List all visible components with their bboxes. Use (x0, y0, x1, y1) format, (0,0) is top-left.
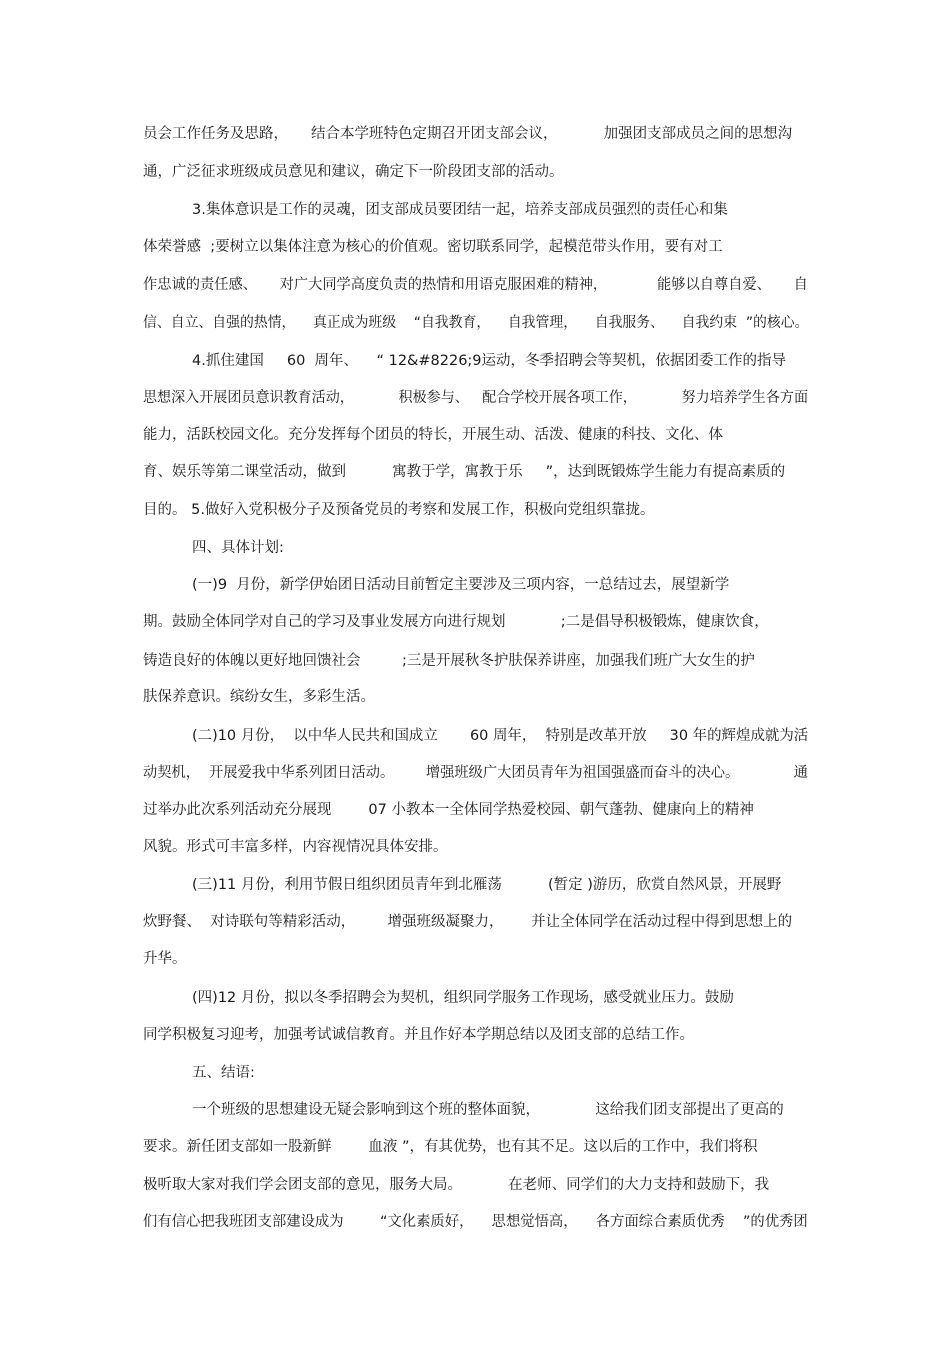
text-line: 升华。 (143, 951, 187, 967)
text-line: 体荣誉感 ;要树立以集体注意为核心的价值观。密切联系同学，起模范带头作用，要有对工 (143, 239, 723, 255)
paragraph-start-line: 3.集体意识是工作的灵魂，团支部成员要团结一起，培养支部成员强烈的责任心和集 (192, 202, 728, 218)
text-line: 目的。 5.做好入党积极分子及预备党员的考察和发展工作，积极向党组织靠拢。 (143, 502, 655, 518)
text-line: 过举办此次系列活动充分展现 07 小教本一全体同学热爱校园、朝气蓬勃、健康向上的精神 (143, 802, 754, 818)
text-line: 铸造良好的体魄以更好地回馈社会 ;三是开展秋冬护肤保养讲座，加强我们班广大女生的护 (143, 653, 755, 669)
section-heading: 五、结语: (192, 1065, 255, 1081)
paragraph-start-line: (二)10 月份， 以中华人民共和国成立 60 周年， 特别是改革开放 30 年的辉煌成就为活 (192, 728, 809, 744)
text-line: 员会工作任务及思路， 结合本学班特色定期召开团支部会议， 加强团支部成员之间的思想沟 (143, 126, 793, 142)
text-line: 思想深入开展团员意识教育活动， 积极参与、 配合学校开展各项工作， 努力培养学生各方面 (143, 390, 809, 406)
text-line: 通，广泛征求班级成员意见和建议，确定下一阶段团支部的活动。 (143, 164, 564, 180)
text-line: 们有信心把我班团支部建设成为 “文化素质好， 思想觉悟高， 各方面综合素质优秀 ”的优秀团 (143, 1214, 808, 1230)
text-line: 要求。新任团支部如一股新鲜 血液 ”，有其优势，也有其不足。这以后的工作中，我们将积 (143, 1139, 758, 1155)
text-line: 能力，活跃校园文化。充分发挥每个团员的特长，开展生动、活泼、健康的科技、文化、体 (143, 427, 723, 443)
text-line: 育、娱乐等第二课堂活动，做到 寓教于学，寓教于乐 ”，达到既锻炼学生能力有提高素质的 (143, 464, 786, 480)
paragraph-start-line: 4.抓住建国 60 周年、 “ 12&#8226;9运动，冬季招聘会等契机，依据团委工作的指导 (192, 353, 787, 369)
text-line: 肤保养意识。缤纷女生，多彩生活。 (143, 689, 375, 705)
text-line: 动契机， 开展爱我中华系列团日活动。 增强班级广大团员青年为祖国强盛而奋斗的决心。 通 (143, 765, 808, 781)
paragraph-start-line: (三)11 月份，利用节假日组织团员青年到北雁荡 (暂定 )游历，欣赏自然风景，开展野 (192, 877, 782, 893)
text-line: 期。鼓励全体同学对自己的学习及事业发展方向进行规划 ;二是倡导积极锻炼，健康饮食， (143, 614, 769, 630)
text-line: 同学积极复习迎考，加强考试诚信教育。并且作好本学期总结以及团支部的总结工作。 (143, 1027, 694, 1043)
text-line: 极听取大家对我们学会团支部的意见，服务大局。 在老师、同学们的大力支持和鼓励下，我 (143, 1177, 770, 1193)
text-line: 风貌。形式可丰富多样，内容视情况具体安排。 (143, 839, 448, 855)
section-heading: 四、具体计划: (192, 540, 284, 556)
paragraph-start-line: (四)12 月份，拟以冬季招聘会为契机，组织同学服务工作现场，感受就业压力。鼓励 (192, 990, 734, 1006)
paragraph-start-line: 一个班级的思想建设无疑会影响到这个班的整体面貌， 这给我们团支部提出了更高的 (192, 1102, 784, 1118)
text-line: 炊野餐、 对诗联句等精彩活动， 增强班级凝聚力， 并让全体同学在活动过程中得到思想上的 (143, 914, 793, 930)
text-line: 信、自立、自强的热情， 真正成为班级 “自我教育， 自我管理， 自我服务、 自我约束 ”的核心。 (143, 315, 809, 331)
paragraph-start-line: (一)9 月份，新学伊始团日活动目前暂定主要涉及三项内容，一总结过去，展望新学 (192, 577, 730, 593)
text-line: 作忠诚的责任感、 对广大同学高度负责的热情和用语克服困难的精神， 能够以自尊自爱、 自 (143, 277, 808, 293)
